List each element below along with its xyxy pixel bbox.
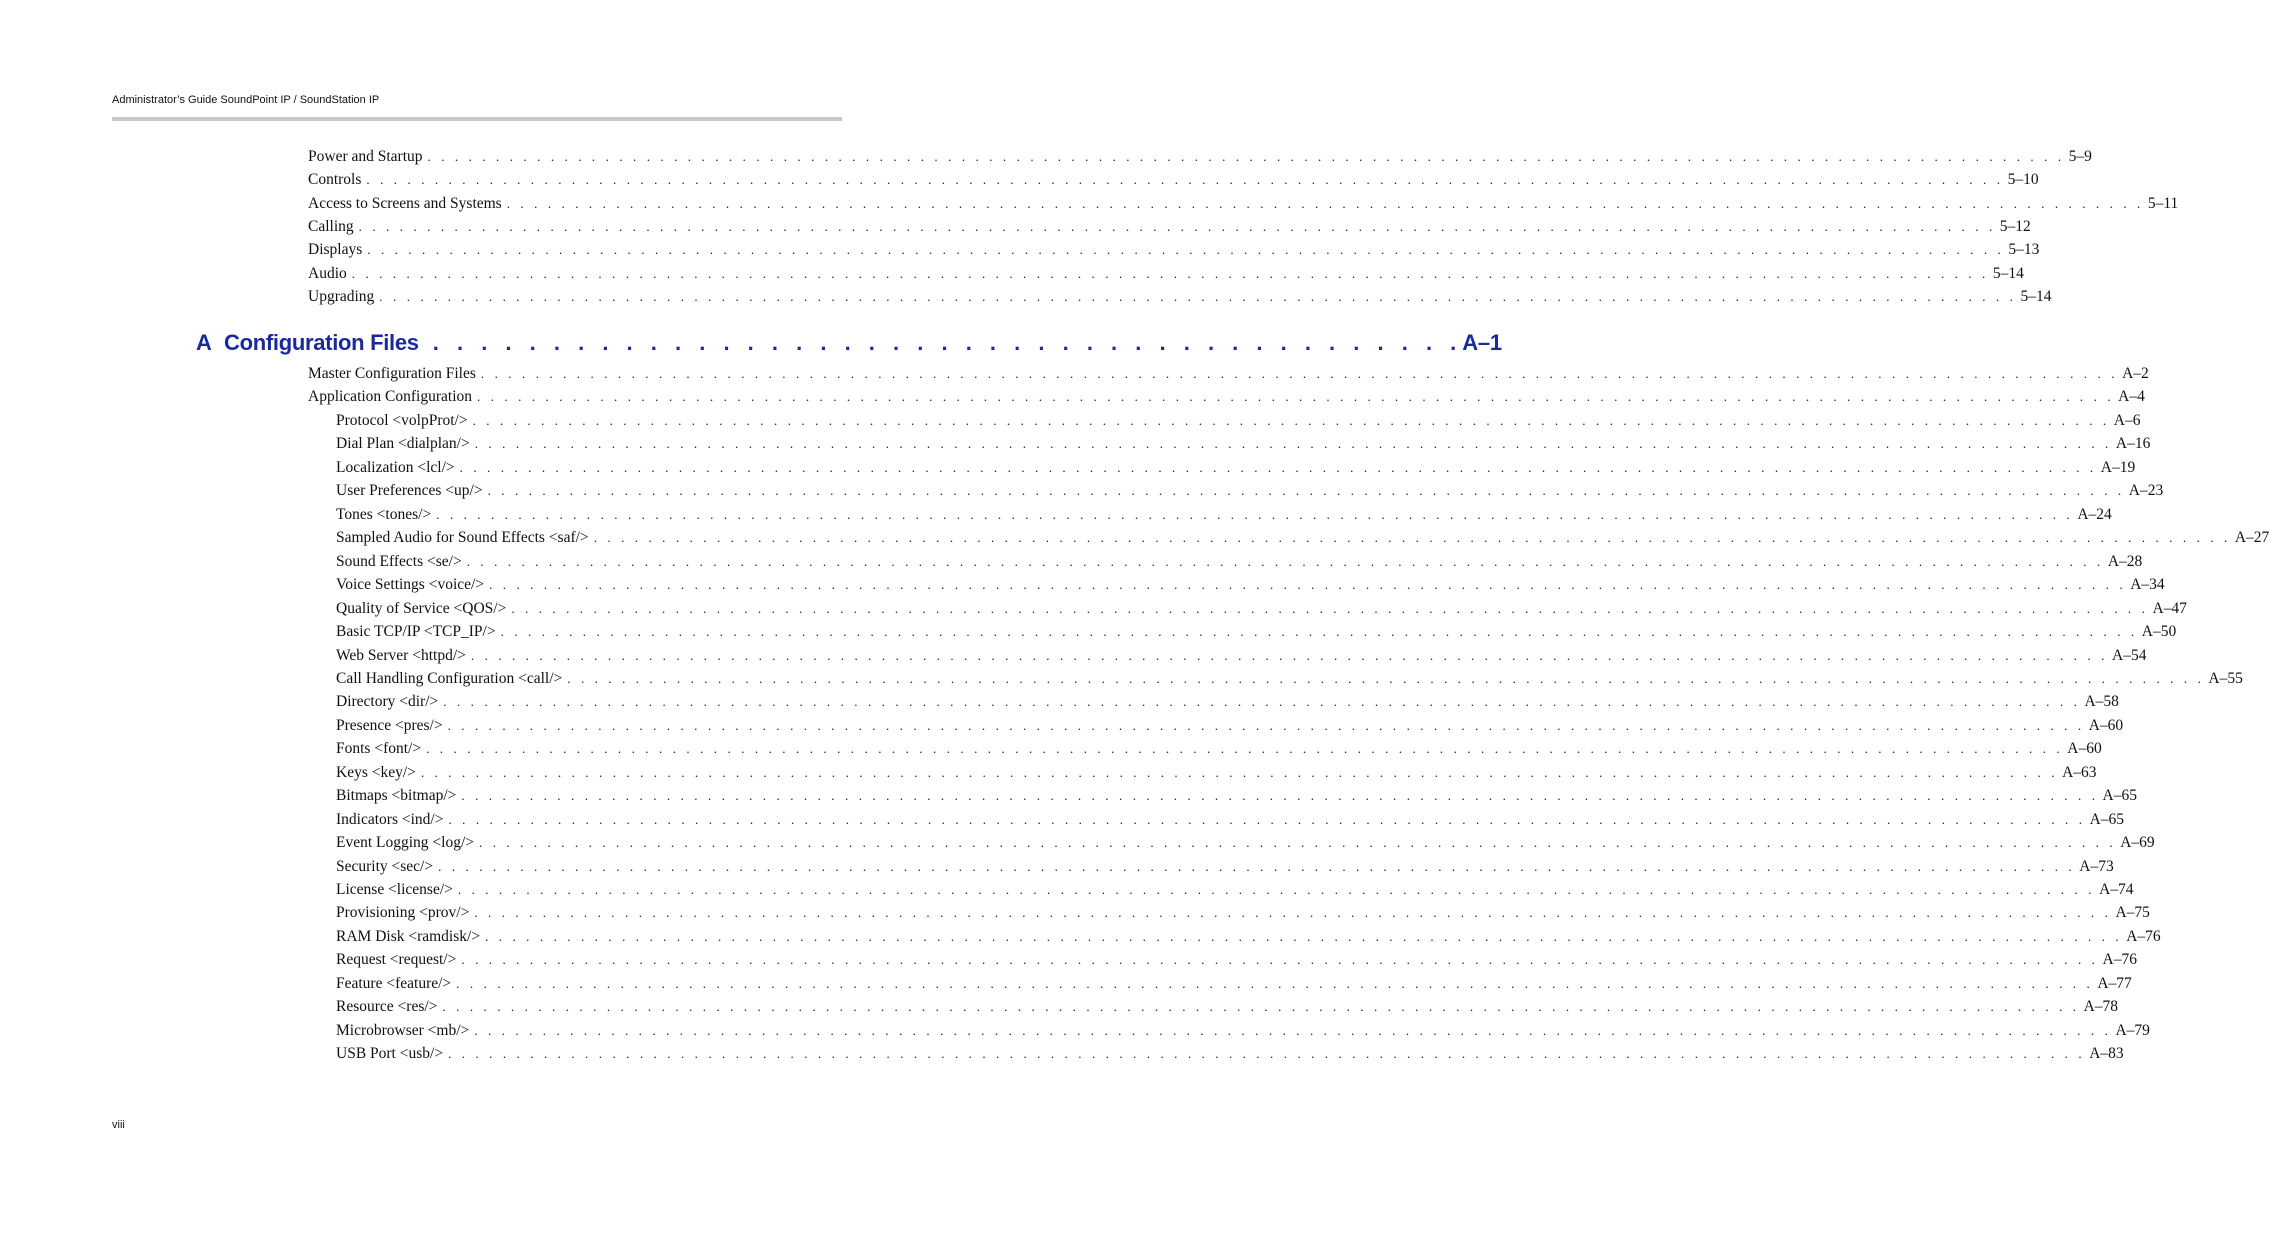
- toc-entry-page: A–6: [2113, 412, 2141, 429]
- toc-entry[interactable]: [336, 599, 2187, 620]
- appendix-page: A–1: [1462, 330, 1502, 355]
- toc-entry-title: Fonts <font/>: [336, 740, 422, 758]
- toc-entry-page: A–69: [2120, 834, 2155, 852]
- toc-dot-leader: . . . . . . . . . . . . . . . . . . . . . . . . . . . . . . . . . . . . . . . . . . . . . . . . . . . . . . . . . . . . . . . . . . . . . . . . . . . . . . . . . . . . . . . . . . . . . . . . . . . . . . . . . . . . . . . . . . . . . . . .: [500, 624, 2138, 640]
- toc-entry-title: Power and Startup: [308, 148, 423, 165]
- toc-entry[interactable]: [336, 904, 2150, 924]
- toc-entry-page: A–47: [2152, 599, 2187, 617]
- toc-entry[interactable]: [336, 716, 2124, 737]
- toc-entry-title: License <license/>: [336, 881, 453, 898]
- toc-entry-page: A–73: [2079, 857, 2114, 875]
- toc-entry[interactable]: [336, 505, 2112, 526]
- toc-dot-leader: . . . . . . . . . . . . . . . . . . . . . . . . . . . . . . . . . . . . . . . . . . . . . . . . . . . . . . . . . . . . . . . . . . . . . . . . . . . . . . . . . . . . . . . . . . . . . . . . . . . . . . . . . . . . . . . . . . . . . . . .: [447, 717, 2085, 733]
- toc-entry-title: Basic TCP/IP <TCP_IP/>: [336, 623, 496, 641]
- toc-entry-title: Audio: [308, 264, 347, 282]
- toc-entry-page: A–4: [2118, 388, 2145, 406]
- toc-entry-title: Request <request/>: [336, 951, 457, 969]
- toc-entry-title: Sampled Audio for Sound Effects <saf/>: [336, 529, 589, 547]
- toc-entry-page: 5–11: [2147, 194, 2179, 212]
- toc-entry-page: A–60: [2067, 740, 2102, 758]
- toc-entry[interactable]: [308, 365, 2149, 385]
- toc-entry-title: Tones <tones/>: [336, 505, 432, 523]
- toc-entry-page: A–79: [2115, 1021, 2150, 1039]
- toc-entry-page: A–34: [2130, 576, 2165, 594]
- toc-entry[interactable]: [336, 974, 2132, 995]
- toc-dot-leader: . . . . . . . . . . . . . . . . . . . . . . . . . . . . . . . . . . . . . . . . . . . . . . . . . . . . . . . . . . . . . . . . . . . . . . . . . . . . . . . . . . . . . . . . . . . . . . . . . . . . . . . . . . . . . . . . . . . . . . . .: [480, 366, 2119, 381]
- toc-entry[interactable]: [336, 927, 2161, 948]
- toc-entry-page: A–28: [2107, 552, 2143, 570]
- toc-entry[interactable]: [308, 148, 2092, 168]
- toc-dot-leader: . . . . . . . . . . . . . . . . . . . . . . . . . . . . . . . . . . . . . . . . . . . . . . . . . . . . . . . . . . . . . . . . . . . . . . . . . . . . . . . . . . . . . . . . . . . . . . . . . . . . . . . . . . . . . . . . . . . . . . . .: [466, 553, 2104, 569]
- toc-entry-title: User Preferences <up/>: [336, 482, 483, 500]
- toc-entry-title: Bitmaps <bitmap/>: [336, 787, 457, 805]
- toc-dot-leader: . . . . . . . . . . . . . . . . . . . . . . . . . . . . . . . . . . . . . . . . . . . . . . . . . . . . . . . . . . . . . . . . . . . . . . . . . . . . . . . . . . . . . . . . . . . . . . . . . . . . . . . . . . . . . . . . . . . . . . . .: [474, 905, 2112, 921]
- toc-entry[interactable]: [336, 412, 2141, 432]
- appendix-letter: A: [196, 330, 212, 355]
- toc-dot-leader: . . . . . . . . . . . . . . . . . . . . . . . . . . . . . . . . . . . . . . . . . . . . . . . . . . . . . . . . . . . . . . . . . . . . . . . . . . . . . . . . . . . . . . . . . . . . . . . . . . . . . . . . . . . . . . . . . . . . . . . .: [420, 764, 2059, 780]
- toc-entry-page: 5–14: [1992, 264, 2024, 282]
- toc-entry-page: A–77: [2097, 974, 2132, 992]
- toc-dot-leader: . . . . . . . . . . . . . . . . . . . . . . . . . . . . . . . . . . . . . . . . . . . . . . . . . . . . . . . . . . . . . . . . . . . . . . . . . . . . . . . . . . . . . . . . . . . . . . . . . . . . . . . . . . . . . . . . . . . . . . . .: [457, 882, 2096, 897]
- toc-entry-title: Security <sec/>: [336, 857, 434, 875]
- toc-dot-leader: . . . . . . . . . . . . . . . . . . . . . . . . . . . . . . . . . . . . . . . . . . . . . . . . . . . . . . . . . . . . . . . . . . . . . . . . . . . . . . . . . . . . . . . . . . . . . . . . . . . . . . . . . . . . . . . . . . . . . . . .: [367, 242, 2005, 258]
- toc-dot-leader: . . . . . . . . . . . . . . . . . . . . . . . . . . . . . . . . . . . . . . . . . . . . . . . . . . . . . . . . . . . . . . . . . . . . . . . . . . . . . . . . . . . . . . . . . . . . . . . . . . . . . . . . . . . . . . . . . . . . . . . .: [470, 647, 2109, 663]
- toc-dot-leader: . . . . . . . . . . . . . . . . . . . . . . . . . . . . . . . . . . . . . . . . . . . . . . . . . . . . . . . . . . . . . . . . . . . . . . . . . . . . . . . . . . . . . . . . . . . . . . . . . . . . . . . . . . . . . . . . . . . . . . . .: [442, 999, 2080, 1015]
- toc-entry-page: 5–14: [2020, 287, 2052, 305]
- toc-entry-page: 5–10: [2007, 171, 2039, 189]
- toc-entry[interactable]: [336, 623, 2177, 643]
- page-number: viii: [112, 1119, 125, 1131]
- toc-entry-title: Presence <pres/>: [336, 716, 443, 734]
- toc-entry-title: Upgrading: [308, 287, 375, 305]
- toc-dot-leader: . . . . . . . . . . . . . . . . . . . . . . . . . . . . . . . . . . . . . . . . . . . . . . . . . . . . . . . . . . . . . . . . . . . . . . . . . . . . . . . . . . . . . . . . . . . . . . . . . . . . . . . . . . . . . . . . . . . . . . . .: [479, 835, 2117, 851]
- toc-entry-title: Application Configuration: [308, 388, 473, 406]
- toc-dot-leader: . . . . . . . . . . . . . . . . . . . . . . . . . . . . . . . . . . . . . . . . . . . . . . . . . . . . . . . . . . . . . . . . . . . . . . . . . . . . . . . . . . . . . . . . . . . . . . . . . . . . . . . . . . . . . . . . . . . . . . . .: [448, 811, 2086, 827]
- toc-dot-leader: . . . . . . . . . . . . . . . . . . . . . . . . . . . . . . . . . . . . . . . . . . . . . . . . . . . . . . . . . . . . . . . . . . . . . . . . . . . . . . . . . . . . . . . . . . . . . . . . . . . . . . . . . . . . . . . . . . . . . . . .: [427, 149, 2065, 164]
- toc-entry-title: Controls: [308, 171, 362, 189]
- toc-entry-page: A–16: [2115, 435, 2151, 453]
- toc-entry-title: USB Port <usb/>: [336, 1045, 444, 1063]
- toc-entry-page: A–23: [2128, 482, 2164, 500]
- toc-dot-leader: . . . . . . . . . . . . . . . . . . . . . . . . . . . . . . . . . . . . . . . . . . . . . . . . . . . . . . . . . . . . . . . . . . . . . . . . . . . . . . . . . . . . . . . . . . . . . . . . . . . . . . . . . . . . . . . . . . . . . . . .: [593, 530, 2231, 546]
- toc-entry-title: Microbrowser <mb/>: [336, 1021, 470, 1039]
- toc-entry[interactable]: [336, 669, 2243, 690]
- toc-entry-title: Access to Screens and Systems: [308, 194, 502, 212]
- toc-entry[interactable]: [336, 998, 2119, 1018]
- toc-entry[interactable]: [336, 482, 2164, 502]
- toc-entry-title: Resource <res/>: [336, 998, 438, 1016]
- toc-entry-page: A–65: [2089, 810, 2125, 828]
- toc-dot-leader: . . . . . . . . . . . . . . . . . . . . . . . . . . . . . . . . . . . . . . . . . . . . . . . . . . . . . . . . . . . . . . . . . . . . . . . . . . . . . . . . . . . . . . . . . . . . . . . . . . . . . . . . . . . . . . . . . . . . . . . .: [474, 1022, 2112, 1038]
- toc-entry-title: Displays: [308, 241, 363, 259]
- toc-dot-leader: . . . . . . . . . . . . . . . . . . . . . . . . . . . . . . . . . . . . . . . . . . . . . . . . . . . . . . . . . . . . . . . . . . . . . . . . . . . . . . . . . . . . . . . . . . . . . . . . . . . . . . . . . . . . . . . . . . . . . . . .: [426, 741, 2064, 757]
- toc-dot-leader: . . . . . . . . . . . . . . . . . . . . . . . . . . . . . . . . . . . . . . . . . . . . . . . . . . . . . . . . . . . . . . . . . . . . . . . . . . . . . . . . . . . . . . . . . . . . . . . . . . . . . . . . . . . . . . . . . . . . . . . .: [366, 172, 2004, 188]
- page-header-title: Administrator’s Guide SoundPoint IP / SoundStation IP: [112, 94, 380, 106]
- toc-dot-leader: . . . . . . . . . . . . . . . . . . . . . . . . . . . . . . . . . . . . . . . . . . . . . . . . . . . . . . . . . . . . . . . . . . . . . . . . . . . . . . . . . . . . . . . . . . . . . . . . . . . . . . . . . . . . . . . . . . . . . . . .: [459, 459, 2097, 475]
- toc-entry[interactable]: [308, 264, 2024, 285]
- toc-entry-title: Sound Effects <se/>: [336, 552, 462, 570]
- toc-dot-leader: . . . . . . . . . . . . . . . . . . . . . . . . . . . . . . . . . . . . . . . . . . . . . . . . . . . . . . . . . . . . . . . . . . . . . . . . . . . . . . . . . . . . . . . . . . . . . . . . . . . . . . . . . . . . . . . . . . . . . . . .: [511, 600, 2149, 616]
- toc-entry[interactable]: [336, 576, 2165, 596]
- toc-entry[interactable]: [336, 857, 2114, 878]
- toc-entry-page: A–60: [2088, 716, 2124, 734]
- toc-entry-title: RAM Disk <ramdisk/>: [336, 927, 481, 945]
- toc-entry-title: Feature <feature/>: [336, 974, 452, 992]
- toc-dot-leader: . . . . . . . . . . . . . . . . . . . . . . . . . . . . . . . . . . . . . . . . . . . . . . . . . . . . . . . . . . . . . . . . . . . . . . . . . . . . . . . . . . . . . . . . . . . . . . . . . . . . . . . . . . . . . . . . . . . . . . . .: [448, 1046, 2086, 1062]
- toc-dot-leader: . . . . . . . . . . . . . . . . . . . . . . . . . . . . . . . . . . . . . . . . . . . . . . . . . . . . . . . . . . . . . . . . . . . . . . . . . . . . . . . . . . . . . . . . . . . . . . . . . . . . . . . . . . . . . . . . . . . . . . . .: [436, 506, 2074, 522]
- toc-entry[interactable]: [336, 552, 2143, 573]
- toc-entry-page: A–76: [2102, 951, 2137, 969]
- appendix-title: Configuration Files: [224, 330, 419, 355]
- toc-entry-page: A–83: [2089, 1045, 2124, 1063]
- toc-dot-leader: . . . . . . . . . . . . . . . . . . . . . . . . . . . . . . . . . . . . . . . . . . . . . . . . . . . . . . . . . . . . . . . . . . . . . . . . . . . . . . . . . . . . . . . . . . . . . . . . . . . . . . . . . . . . . . . . . . . . . . . .: [443, 694, 2081, 710]
- toc-dot-leader: . . . . . . . . . . . . . . . . . . . . . . . . . . . . . . . . . . . . . . . . . . . . . . . . . . . . . . . . . . . . . . . . . . . . . . . . . . . . . . . . . . . . . . . . . . . . . . . . . . . . . . . . . . . . . . . . . . . . . . . .: [472, 413, 2110, 428]
- toc-entry-page: A–76: [2126, 927, 2161, 945]
- toc-entry-title: Calling: [308, 217, 354, 235]
- toc-entry-page: A–63: [2062, 763, 2097, 781]
- toc-entry-page: A–75: [2115, 904, 2150, 922]
- toc-dot-leader: . . . . . . . . . . . . . . . . . . . . . . . . . . . . . . . . . . . . . . . . . . . . . . . . . . . . . . . . . . . . . . . . . . . . . . . . . . . . . . . . . . . . . . . . . . . . . . . . . . . . . . . . . . . . . . . . . . . . . . . .: [456, 975, 2094, 991]
- toc-entry-page: A–74: [2099, 881, 2134, 898]
- toc-entry-title: Voice Settings <voice/>: [336, 576, 485, 594]
- toc-entry[interactable]: [308, 171, 2039, 191]
- toc-entry-title: Call Handling Configuration <call/>: [336, 669, 563, 687]
- toc-entry[interactable]: [336, 646, 2147, 667]
- toc-entry-title: Dial Plan <dialplan/>: [336, 435, 470, 453]
- toc-entry-page: A–55: [2208, 669, 2243, 687]
- toc-dot-leader: . . . . . . . . . . . . . . . . . . . . . . . . . . . . . . . . . . . . . . . . . . . . . . . . . . . . . . . . . . . . . . . . . . . . . . . . . . . . . . . . . . . . . . . . . . . . . . . . . . . . . . . . . . . . . . . . . . . . . . . .: [487, 483, 2125, 499]
- toc-entry-page: A–2: [2122, 365, 2149, 382]
- toc-entry-page: A–54: [2112, 646, 2147, 664]
- appendix-dot-leader: . . . . . . . . . . . . . . . . . . . . . . . . . . . . . . . . . . . . . . . . . . .: [432, 330, 1463, 355]
- toc-dot-leader: . . . . . . . . . . . . . . . . . . . . . . . . . . . . . . . . . . . . . . . . . . . . . . . . . . . . . . . . . . . . . . . . . . . . . . . . . . . . . . . . . . . . . . . . . . . . . . . . . . . . . . . . . . . . . . . . . . . . . . . .: [489, 577, 2127, 593]
- toc-dot-leader: . . . . . . . . . . . . . . . . . . . . . . . . . . . . . . . . . . . . . . . . . . . . . . . . . . . . . . . . . . . . . . . . . . . . . . . . . . . . . . . . . . . . . . . . . . . . . . . . . . . . . . . . . . . . . . . . . . . . . . . .: [358, 218, 1996, 234]
- toc-entry-title: Master Configuration Files: [308, 365, 476, 382]
- toc-entry[interactable]: [336, 787, 2137, 807]
- toc-entry[interactable]: [308, 194, 2179, 215]
- toc-entry-page: A–19: [2100, 458, 2136, 476]
- toc-entry-title: Protocol <volpProt/>: [336, 412, 468, 429]
- toc-entry-page: A–27: [2234, 529, 2269, 547]
- toc-entry-title: Keys <key/>: [336, 763, 416, 781]
- toc-entry-page: A–58: [2084, 693, 2119, 711]
- toc-entry[interactable]: [308, 217, 2031, 238]
- toc-entry-title: Indicators <ind/>: [336, 810, 444, 828]
- toc-entry-title: Localization <lcl/>: [336, 458, 455, 476]
- toc-entry[interactable]: [336, 763, 2097, 784]
- toc-entry[interactable]: [336, 693, 2119, 713]
- toc-dot-leader: . . . . . . . . . . . . . . . . . . . . . . . . . . . . . . . . . . . . . . . . . . . . . . . . . . . . . . . . . . . . . . . . . . . . . . . . . . . . . . . . . . . . . . . . . . . . . . . . . . . . . . . . . . . . . . . . . . . . . . . .: [461, 788, 2099, 804]
- toc-dot-leader: . . . . . . . . . . . . . . . . . . . . . . . . . . . . . . . . . . . . . . . . . . . . . . . . . . . . . . . . . . . . . . . . . . . . . . . . . . . . . . . . . . . . . . . . . . . . . . . . . . . . . . . . . . . . . . . . . . . . . . . .: [461, 952, 2099, 968]
- toc-entry[interactable]: [336, 458, 2136, 479]
- toc-entry-title: Event Logging <log/>: [336, 834, 475, 852]
- appendix-a-heading[interactable]: [196, 330, 1502, 362]
- toc-entry[interactable]: [336, 529, 2269, 549]
- toc-entry[interactable]: [308, 241, 2040, 261]
- toc-entry[interactable]: [336, 1045, 2124, 1065]
- toc-entry[interactable]: [336, 740, 2102, 760]
- toc-dot-leader: . . . . . . . . . . . . . . . . . . . . . . . . . . . . . . . . . . . . . . . . . . . . . . . . . . . . . . . . . . . . . . . . . . . . . . . . . . . . . . . . . . . . . . . . . . . . . . . . . . . . . . . . . . . . . . . . . . . . . . . .: [567, 670, 2205, 686]
- toc-entry[interactable]: [336, 881, 2134, 901]
- toc-dot-leader: . . . . . . . . . . . . . . . . . . . . . . . . . . . . . . . . . . . . . . . . . . . . . . . . . . . . . . . . . . . . . . . . . . . . . . . . . . . . . . . . . . . . . . . . . . . . . . . . . . . . . . . . . . . . . . . . . . . . . . . .: [438, 858, 2076, 874]
- header-rule: [112, 117, 842, 121]
- toc-entry[interactable]: [336, 951, 2137, 971]
- toc-entry[interactable]: [336, 834, 2155, 854]
- toc-entry-page: A–78: [2083, 998, 2119, 1016]
- toc-entry-page: 5–12: [1999, 217, 2031, 235]
- toc-entry[interactable]: [336, 810, 2125, 831]
- toc-entry-page: A–65: [2102, 787, 2137, 805]
- toc-entry[interactable]: [336, 1021, 2150, 1042]
- toc-entry[interactable]: [308, 388, 2145, 408]
- toc-entry-page: 5–13: [2008, 241, 2040, 259]
- toc-entry[interactable]: [336, 435, 2151, 455]
- toc-entry-title: Quality of Service <QOS/>: [336, 599, 507, 617]
- toc-dot-leader: . . . . . . . . . . . . . . . . . . . . . . . . . . . . . . . . . . . . . . . . . . . . . . . . . . . . . . . . . . . . . . . . . . . . . . . . . . . . . . . . . . . . . . . . . . . . . . . . . . . . . . . . . . . . . . . . . . . . . . . .: [379, 288, 2017, 304]
- toc-entry-title: Directory <dir/>: [336, 693, 439, 711]
- toc-dot-leader: . . . . . . . . . . . . . . . . . . . . . . . . . . . . . . . . . . . . . . . . . . . . . . . . . . . . . . . . . . . . . . . . . . . . . . . . . . . . . . . . . . . . . . . . . . . . . . . . . . . . . . . . . . . . . . . . . . . . . . . .: [477, 389, 2115, 405]
- toc-dot-leader: . . . . . . . . . . . . . . . . . . . . . . . . . . . . . . . . . . . . . . . . . . . . . . . . . . . . . . . . . . . . . . . . . . . . . . . . . . . . . . . . . . . . . . . . . . . . . . . . . . . . . . . . . . . . . . . . . . . . . . . .: [506, 195, 2144, 211]
- toc-entry-title: Provisioning <prov/>: [336, 904, 470, 922]
- toc-entry[interactable]: [308, 287, 2052, 308]
- toc-entry-page: 5–9: [2068, 148, 2092, 165]
- toc-entry-page: A–24: [2077, 505, 2112, 523]
- toc-dot-leader: . . . . . . . . . . . . . . . . . . . . . . . . . . . . . . . . . . . . . . . . . . . . . . . . . . . . . . . . . . . . . . . . . . . . . . . . . . . . . . . . . . . . . . . . . . . . . . . . . . . . . . . . . . . . . . . . . . . . . . . .: [474, 436, 2112, 452]
- toc-dot-leader: . . . . . . . . . . . . . . . . . . . . . . . . . . . . . . . . . . . . . . . . . . . . . . . . . . . . . . . . . . . . . . . . . . . . . . . . . . . . . . . . . . . . . . . . . . . . . . . . . . . . . . . . . . . . . . . . . . . . . . . .: [485, 928, 2123, 944]
- toc-entry-title: Web Server <httpd/>: [336, 646, 466, 664]
- toc-dot-leader: . . . . . . . . . . . . . . . . . . . . . . . . . . . . . . . . . . . . . . . . . . . . . . . . . . . . . . . . . . . . . . . . . . . . . . . . . . . . . . . . . . . . . . . . . . . . . . . . . . . . . . . . . . . . . . . . . . . . . . . .: [351, 265, 1989, 281]
- toc-entry-page: A–50: [2141, 623, 2177, 641]
